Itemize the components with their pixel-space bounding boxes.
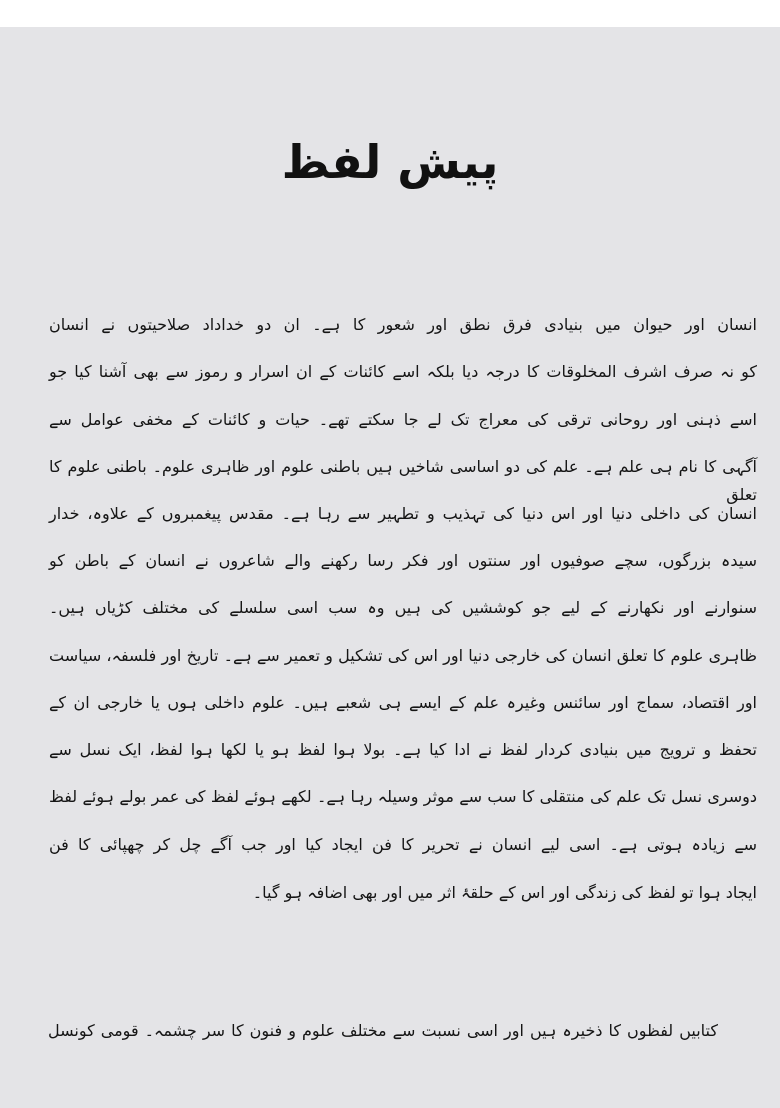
- text-line: سے زیادہ ہوتی ہے۔ اسی لیے انسان نے تحریر کا فن ایجاد کیا اور جب آگے چل کر چھپائی کا فن: [49, 835, 757, 854]
- text-line: سنوارنے اور نکھارنے کے لیے جو کوششیں کی ہیں وہ سب اسی سلسلے کی مختلف کڑیاں ہیں۔: [49, 598, 757, 617]
- scanned-page: [0, 27, 780, 1108]
- text-line: کتابیں لفظوں کا ذخیرہ ہیں اور اسی نسبت سے مختلف علوم و فنون کا سر چشمہ۔ قومی کونسل: [48, 1021, 718, 1040]
- text-line: اور اقتصاد، سماج اور سائنس وغیرہ علم کے ایسے ہی شعبے ہیں۔ علوم داخلی ہوں یا خارجی ان کے: [49, 693, 757, 712]
- page-title: پیش لفظ: [281, 135, 499, 189]
- text-line: انسان کی داخلی دنیا اور اس دنیا کی تہذیب و تطہیر سے رہا ہے۔ مقدس پیغمبروں کے علاوہ، خدار: [49, 504, 757, 523]
- text-line: تحفظ و ترویج میں بنیادی کردار لفظ نے ادا کیا ہے۔ بولا ہوا لفظ ہو یا لکھا ہوا لفظ، ایک نسل سے: [49, 740, 757, 759]
- text-line: دوسری نسل تک علم کی منتقلی کا سب سے موثر وسیلہ رہا ہے۔ لکھے ہوئے لفظ کی عمر بولے ہوئے لفظ: [49, 787, 757, 806]
- text-line: آگہی کا نام ہی علم ہے۔ علم کی دو اساسی شاخیں ہیں باطنی علوم اور ظاہری علوم۔ باطنی علوم کا تعلق: [49, 457, 757, 504]
- text-line: ایجاد ہوا تو لفظ کی زندگی اور اس کے حلقۂ اثر میں اور بھی اضافہ ہو گیا۔: [252, 883, 757, 902]
- text-line: انسان اور حیوان میں بنیادی فرق نطق اور شعور کا ہے۔ ان دو خداداد صلاحیتوں نے انسان: [49, 315, 757, 334]
- text-line: اسے ذہنی اور روحانی ترقی کی معراج تک لے جا سکتے تھے۔ حیات و کائنات کے مخفی عوامل سے: [49, 410, 757, 429]
- text-line: کو نہ صرف اشرف المخلوقات کا درجہ دیا بلکہ اسے کائنات کے ان اسرار و رموز سے بھی آشنا کیا جو: [49, 362, 757, 381]
- text-line: ظاہری علوم کا تعلق انسان کی خارجی دنیا اور اس کی تشکیل و تعمیر سے ہے۔ تاریخ اور فلسفہ، سیاست: [49, 646, 757, 665]
- text-line: سیدہ بزرگوں، سچے صوفیوں اور سنتوں اور فکر رسا رکھنے والے شاعروں نے انسان کے باطن کو: [49, 551, 757, 570]
